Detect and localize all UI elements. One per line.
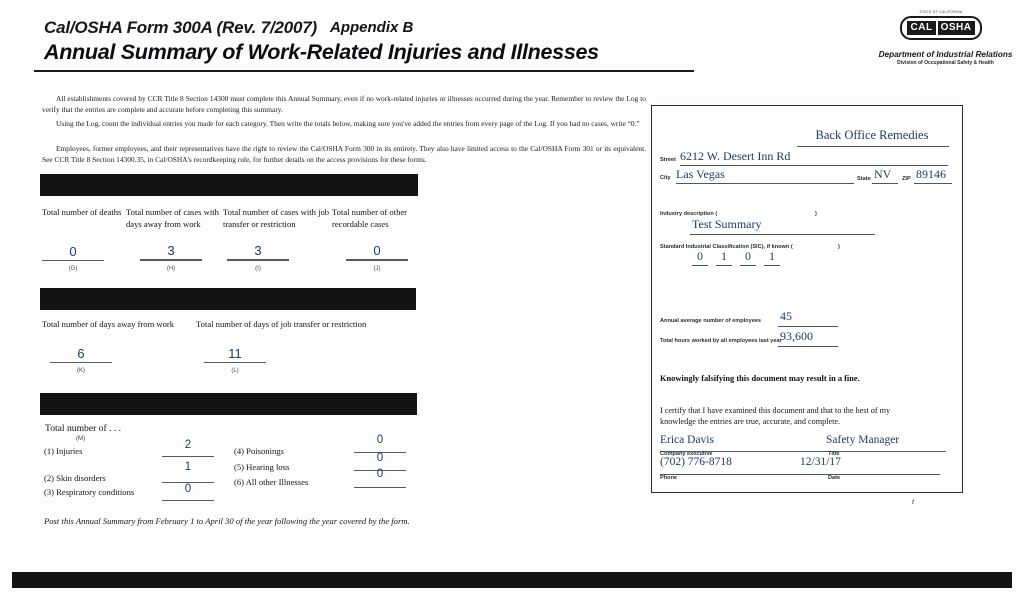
sic-digit-4[interactable]: 1 (764, 249, 780, 266)
logo-osha-text: OSHA (938, 21, 976, 35)
field-other-recordable-cases (332, 207, 430, 272)
field-code: (G) (68, 266, 78, 273)
header-divider (34, 70, 694, 72)
type-label-injuries: (1) Injuries (44, 446, 83, 456)
state-value[interactable]: NV (874, 167, 892, 181)
type-value-all-other-illnesses[interactable]: 0 (376, 468, 384, 480)
field-value[interactable]: 0 (373, 243, 381, 258)
type-value-poisonings[interactable]: 0 (376, 434, 384, 446)
street-underline (680, 165, 948, 166)
total-hours-underline (778, 346, 838, 347)
certification-statement: I certify that I have examined this document and that to the best of my knowledge the entries are true, accurate, and complete. (660, 406, 891, 426)
average-employees-value[interactable]: 45 (780, 309, 792, 323)
state-underline (872, 183, 898, 184)
field-days-away-from-work (42, 319, 192, 374)
department-name: Department of Industrial Relations (878, 50, 1013, 59)
appendix-label: Appendix B (330, 19, 414, 36)
field-value[interactable]: 3 (167, 243, 175, 258)
intro-text-2: Using the Log, count the individual entries you made for each category. Then write the totals below, making sure you've added the entries from every page of the Log. If you had no cases, write “0.” (56, 119, 640, 128)
field-underline (42, 260, 104, 262)
types-section-code: (M) (76, 435, 86, 442)
job-title-underline (826, 451, 946, 452)
redaction-bar-cases-header (40, 174, 418, 196)
field-label: Total number of other recordable cases (332, 207, 408, 229)
type-label-respiratory-conditions: (3) Respiratory conditions (44, 487, 135, 497)
job-title-label: Title (828, 451, 840, 457)
zip-label: ZIP (902, 176, 911, 182)
street-value[interactable]: 6212 W. Desert Inn Rd (680, 149, 791, 163)
logo-badge (900, 16, 982, 40)
field-code: (H) (166, 265, 176, 272)
field-underline (346, 259, 408, 261)
total-hours-label: Total hours worked by all employees last year (660, 338, 782, 344)
field-value[interactable]: 6 (77, 345, 85, 361)
redaction-bar-footer (12, 572, 1012, 588)
sic-digit-3[interactable]: 0 (740, 249, 756, 266)
industry-paren-close: ) (815, 211, 817, 217)
city-value[interactable]: Las Vegas (676, 167, 725, 181)
field-label: Total number of deaths (42, 207, 122, 217)
phone-value[interactable]: (702) 776-8718 (660, 456, 732, 468)
date-label: Date (828, 475, 841, 481)
average-employees-label: Annual average number of employees (660, 318, 762, 324)
establishment-name-value[interactable]: Back Office Remedies (815, 128, 929, 142)
signature-label: Company executive (660, 451, 713, 457)
logo-cal-text: CAL (907, 21, 936, 35)
intro-text-3: Employees, former employees, and their representatives have the right to review the Cal/OSHA Form 300 in its entirety. They also have limited access to the Cal/OSHA Form 301 or its equivalent. See CCR Title 8 Section 14300.35, in Cal/OSHA's recordkeeping rule, for further details on the access provisions for these forms. (42, 144, 646, 165)
type-underline-all-other-illnesses (354, 487, 406, 488)
redaction-bar-days-header (40, 288, 416, 310)
form-number-line: Cal/OSHA Form 300A (Rev. 7/2007) (44, 18, 317, 37)
field-label: Total number of cases with days away from work (126, 207, 219, 229)
field-code: (J) (373, 265, 381, 272)
field-value[interactable]: 3 (254, 243, 262, 258)
field-code: (I) (255, 265, 261, 272)
type-label-skin-disorders: (2) Skin disorders (44, 473, 106, 483)
type-underline-injuries (162, 456, 214, 457)
average-employees-underline (778, 326, 838, 327)
post-notice-text: Post this Annual Summary from February 1 to April 30 of the year following the year covered by the form. (44, 516, 410, 526)
falsification-warning: Knowingly falsifying this document may result in a fine. (660, 374, 860, 383)
sic-digits-group (692, 249, 780, 266)
phone-label: Phone (660, 475, 678, 481)
field-underline (204, 362, 266, 364)
type-value-skin-disorders[interactable]: 1 (184, 461, 192, 473)
type-underline-respiratory-conditions (162, 500, 214, 501)
zip-underline (914, 183, 952, 184)
field-label: Total number of days away from work (42, 319, 175, 329)
street-label: Street (660, 157, 676, 163)
industry-description-value[interactable]: Test Summary (692, 217, 762, 231)
establishment-info-panel (651, 105, 963, 493)
intro-paragraph-2 (42, 118, 646, 129)
type-label-all-other-illnesses: (6) All other Illnesses (234, 477, 309, 487)
field-cases-job-transfer (223, 207, 333, 272)
type-label-poisonings: (4) Poisonings (234, 446, 284, 456)
signature-value[interactable]: Erica Davis (660, 434, 714, 446)
state-label: State (857, 176, 871, 182)
footer-mark: t (912, 497, 915, 506)
division-name: Division of Occupational Safety & Health (897, 60, 994, 66)
types-section-title: Total number of . . . (45, 423, 122, 434)
sic-digit-1[interactable]: 0 (692, 249, 708, 266)
field-days-job-transfer (196, 319, 381, 374)
type-value-injuries[interactable]: 2 (184, 439, 192, 451)
field-underline (50, 362, 112, 364)
field-code: (K) (77, 368, 85, 375)
sic-label: Standard Industrial Classification (SIC), if known ( (660, 244, 793, 250)
redaction-bar-types-header (40, 393, 417, 415)
field-cases-days-away (126, 207, 222, 272)
sic-paren-close: ) (838, 244, 840, 250)
industry-description-label: Industry description ( (660, 211, 718, 217)
type-value-hearing-loss[interactable]: 0 (376, 452, 384, 464)
type-label-hearing-loss: (5) Hearing loss (234, 462, 290, 472)
industry-underline (690, 234, 875, 235)
job-title-value[interactable]: Safety Manager (826, 434, 900, 446)
establishment-name-underline (797, 146, 949, 147)
intro-paragraph-3 (42, 143, 646, 165)
phone-underline (660, 474, 940, 475)
field-total-deaths (42, 207, 137, 272)
city-label: City (660, 175, 671, 181)
intro-paragraph-1 (42, 93, 646, 115)
field-code: (L) (231, 368, 239, 375)
zip-value[interactable]: 89146 (916, 167, 946, 181)
field-underline (227, 259, 289, 261)
type-value-respiratory-conditions[interactable]: 0 (184, 483, 192, 495)
field-value[interactable]: 0 (69, 243, 77, 259)
field-label: Total number of days of job transfer or restriction (196, 319, 367, 329)
intro-text-1: All establishments covered by CCR Title 8 Section 14300 must complete this Annual Summary, even if no work-related injuries or illnesses occurred during the year. Remember to review the Log to verify that the entries are complete and accurate before completing this summary. (42, 94, 646, 115)
field-underline (140, 259, 202, 261)
page-title: Annual Summary of Work-Related Injuries and Illnesses (44, 40, 599, 64)
logo-arc-text: STATE OF CALIFORNIA (919, 10, 963, 14)
cal-osha-logo (900, 16, 982, 40)
total-hours-value[interactable]: 93,600 (780, 329, 813, 343)
sic-digit-2[interactable]: 1 (716, 249, 732, 266)
date-value[interactable]: 12/31/17 (800, 456, 841, 468)
field-value[interactable]: 11 (228, 345, 242, 361)
city-underline (676, 183, 854, 184)
field-label: Total number of cases with job transfer or restriction (223, 207, 330, 229)
